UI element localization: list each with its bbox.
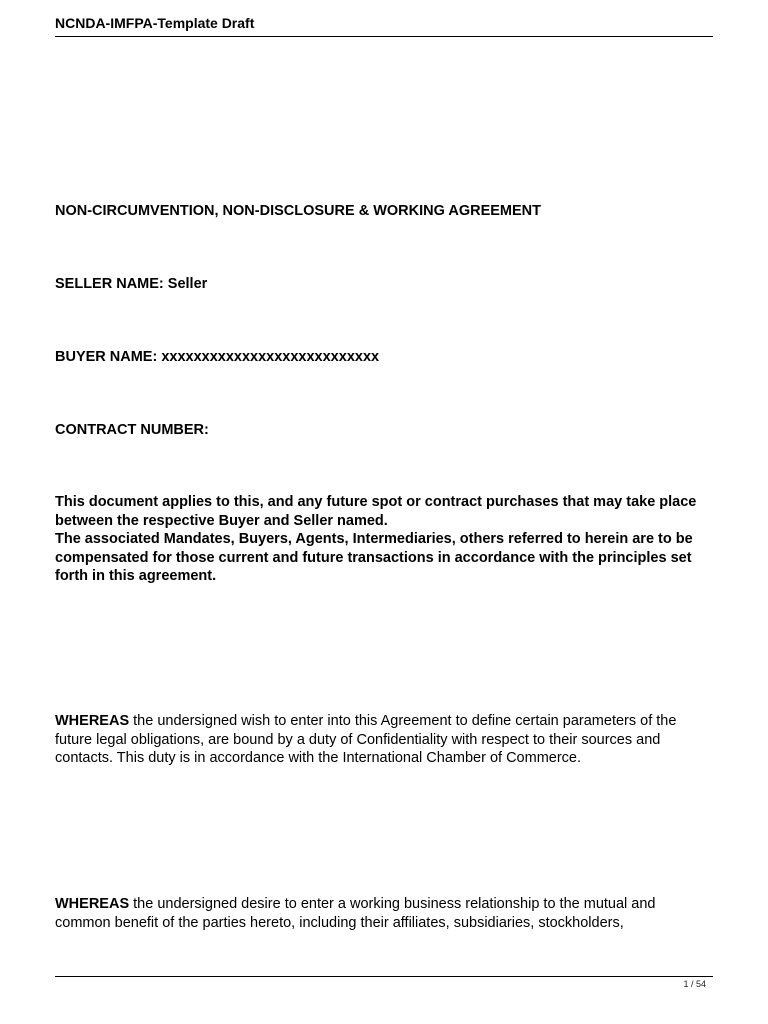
intro-paragraph-scope: This document applies to this, and any future spot or contract purchases that may take place between the respective Buyer and Seller named. <box>55 494 697 529</box>
whereas-keyword: WHEREAS <box>55 896 130 912</box>
document-header-title: NCNDA-IMFPA-Template Draft <box>55 15 255 31</box>
intro-section <box>55 493 715 586</box>
whereas-keyword: WHEREAS <box>55 713 130 729</box>
header-divider <box>55 36 713 37</box>
contract-number-line: CONTRACT NUMBER: <box>55 422 209 438</box>
agreement-title: NON-CIRCUMVENTION, NON-DISCLOSURE & WORKING AGREEMENT <box>55 203 542 219</box>
whereas-clause-business-relationship <box>55 895 715 932</box>
whereas-clause-confidentiality <box>55 712 715 768</box>
whereas-text: the undersigned wish to enter into this Agreement to define certain parameters of the future legal obligations, are bound by a duty of Confidentiality with respect to their sources and contacts. This duty is in accordance with the International Chamber of Commerce. <box>55 713 677 766</box>
page-number: 1 / 54 <box>683 979 706 989</box>
seller-name-line: SELLER NAME: Seller <box>55 276 208 292</box>
intro-paragraph-compensation: The associated Mandates, Buyers, Agents, Intermediaries, others referred to herein are to be compensated for those current and future transactions in accordance with the principles set forth in this agreement. <box>55 531 693 584</box>
footer-divider <box>55 976 713 977</box>
whereas-text: the undersigned desire to enter a working business relationship to the mutual and common benefit of the parties hereto, including their affiliates, subsidiaries, stockholders, <box>55 896 656 931</box>
buyer-name-line: BUYER NAME: xxxxxxxxxxxxxxxxxxxxxxxxxxx <box>55 349 380 365</box>
